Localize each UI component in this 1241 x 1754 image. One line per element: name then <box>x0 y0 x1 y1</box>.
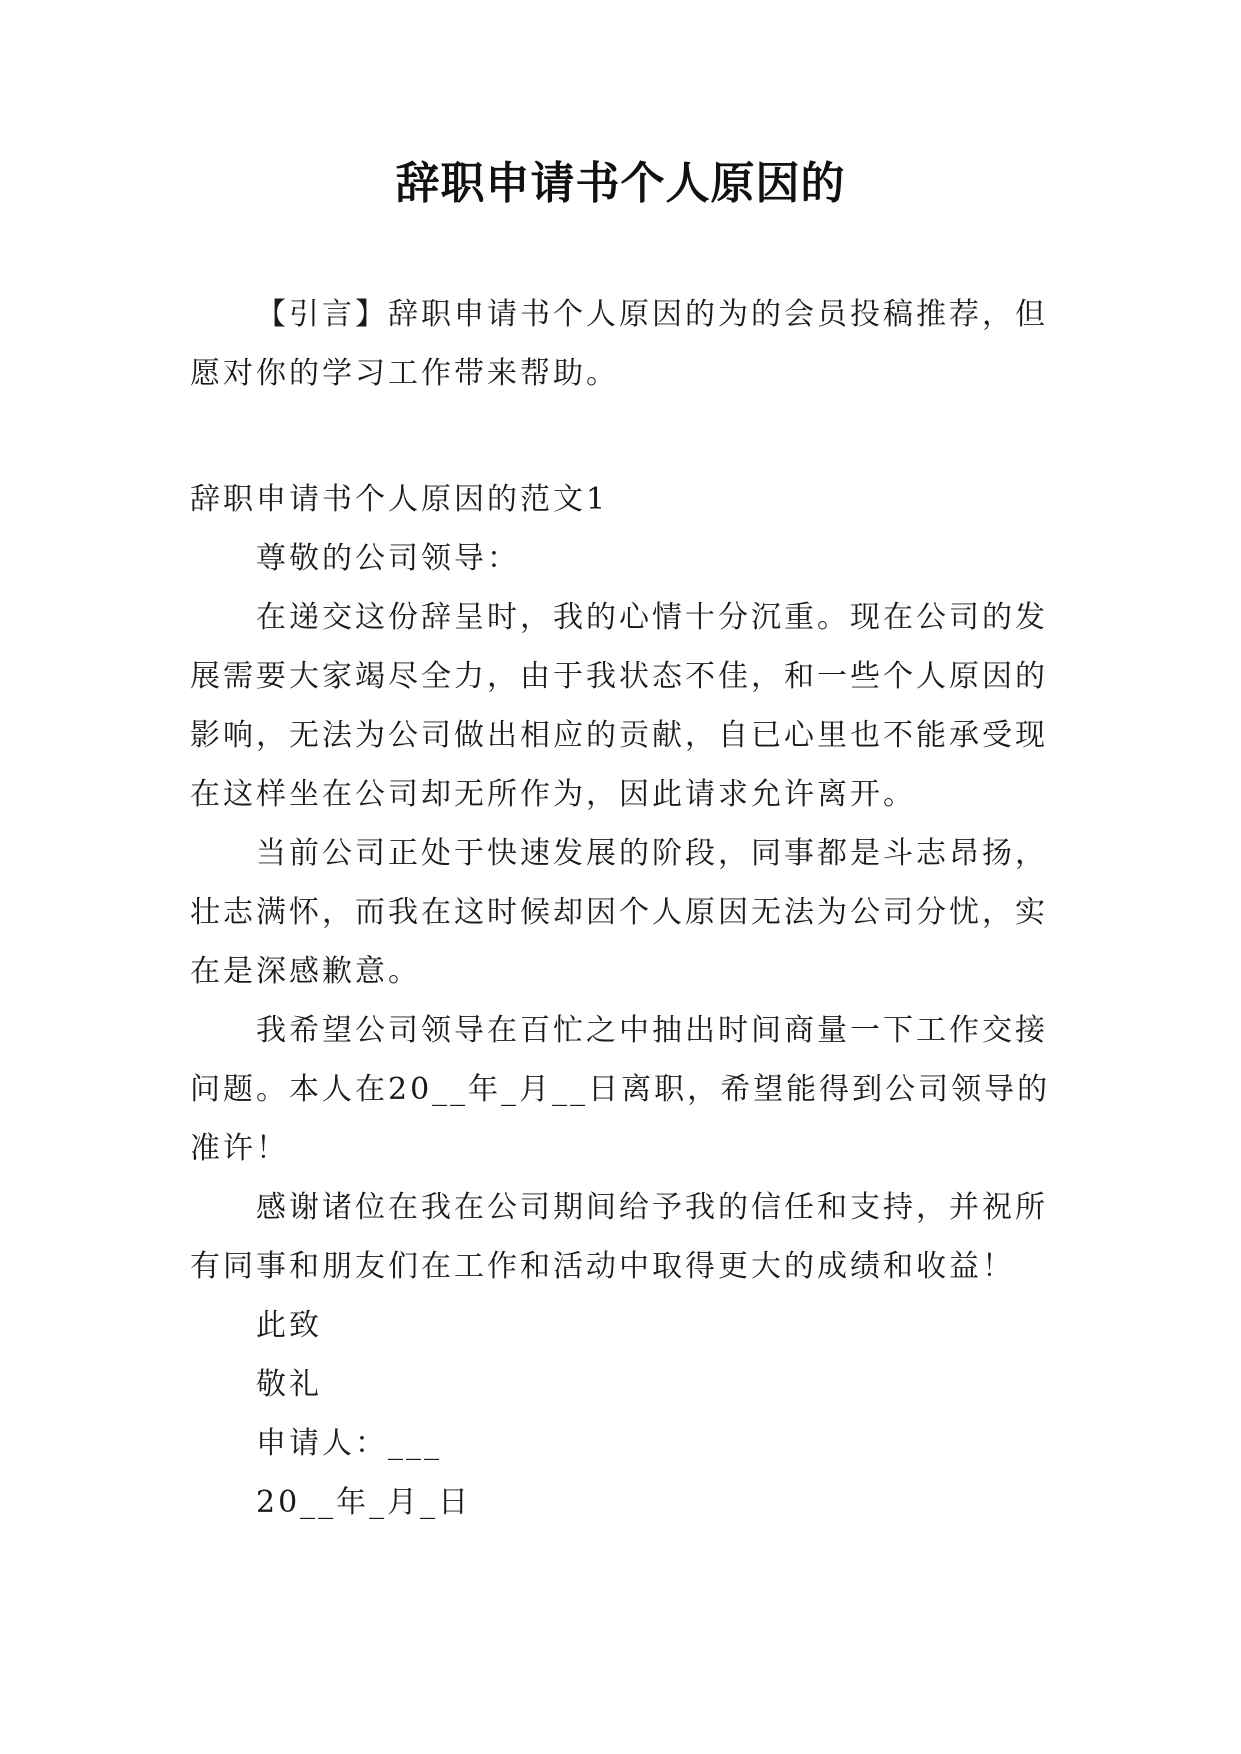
body-paragraph: 当前公司正处于快速发展的阶段，同事都是斗志昂扬，壮志满怀，而我在这时候却因个人原因无法为公司分忧，实在是深感歉意。 <box>190 836 1048 989</box>
intro-paragraph: 【引言】辞职申请书个人原因的为的会员投稿推荐，但愿对你的学习工作带来帮助。 <box>190 297 1048 391</box>
intro-block <box>190 285 1060 403</box>
document-title: 辞职申请书个人原因的 <box>395 158 846 209</box>
applicant-line: 申请人：___ <box>256 1426 442 1461</box>
closing-line: 敬礼 <box>256 1367 322 1402</box>
body-paragraph: 感谢诸位在我在公司期间给予我的信任和支持，并祝所有同事和朋友们在工作和活动中取得更大的成绩和收益！ <box>190 1190 1048 1284</box>
closing-line: 此致 <box>256 1308 322 1343</box>
body-paragraph: 在递交这份辞呈时，我的心情十分沉重。现在公司的发展需要大家竭尽全力，由于我状态不佳，和一些个人原因的影响，无法为公司做出相应的贡献，自已心里也不能承受现在这样坐在公司却无所作为，因此请求允许离开。 <box>190 600 1048 812</box>
date-line: 20__年_月_日 <box>256 1485 472 1520</box>
section-heading: 辞职申请书个人原因的范文1 <box>190 482 609 517</box>
salutation: 尊敬的公司领导： <box>256 541 520 576</box>
body-paragraph: 我希望公司领导在百忙之中抽出时间商量一下工作交接问题。本人在20__年_月__日离职，希望能得到公司领导的准许！ <box>190 1013 1051 1166</box>
letter-body <box>190 470 1060 1532</box>
